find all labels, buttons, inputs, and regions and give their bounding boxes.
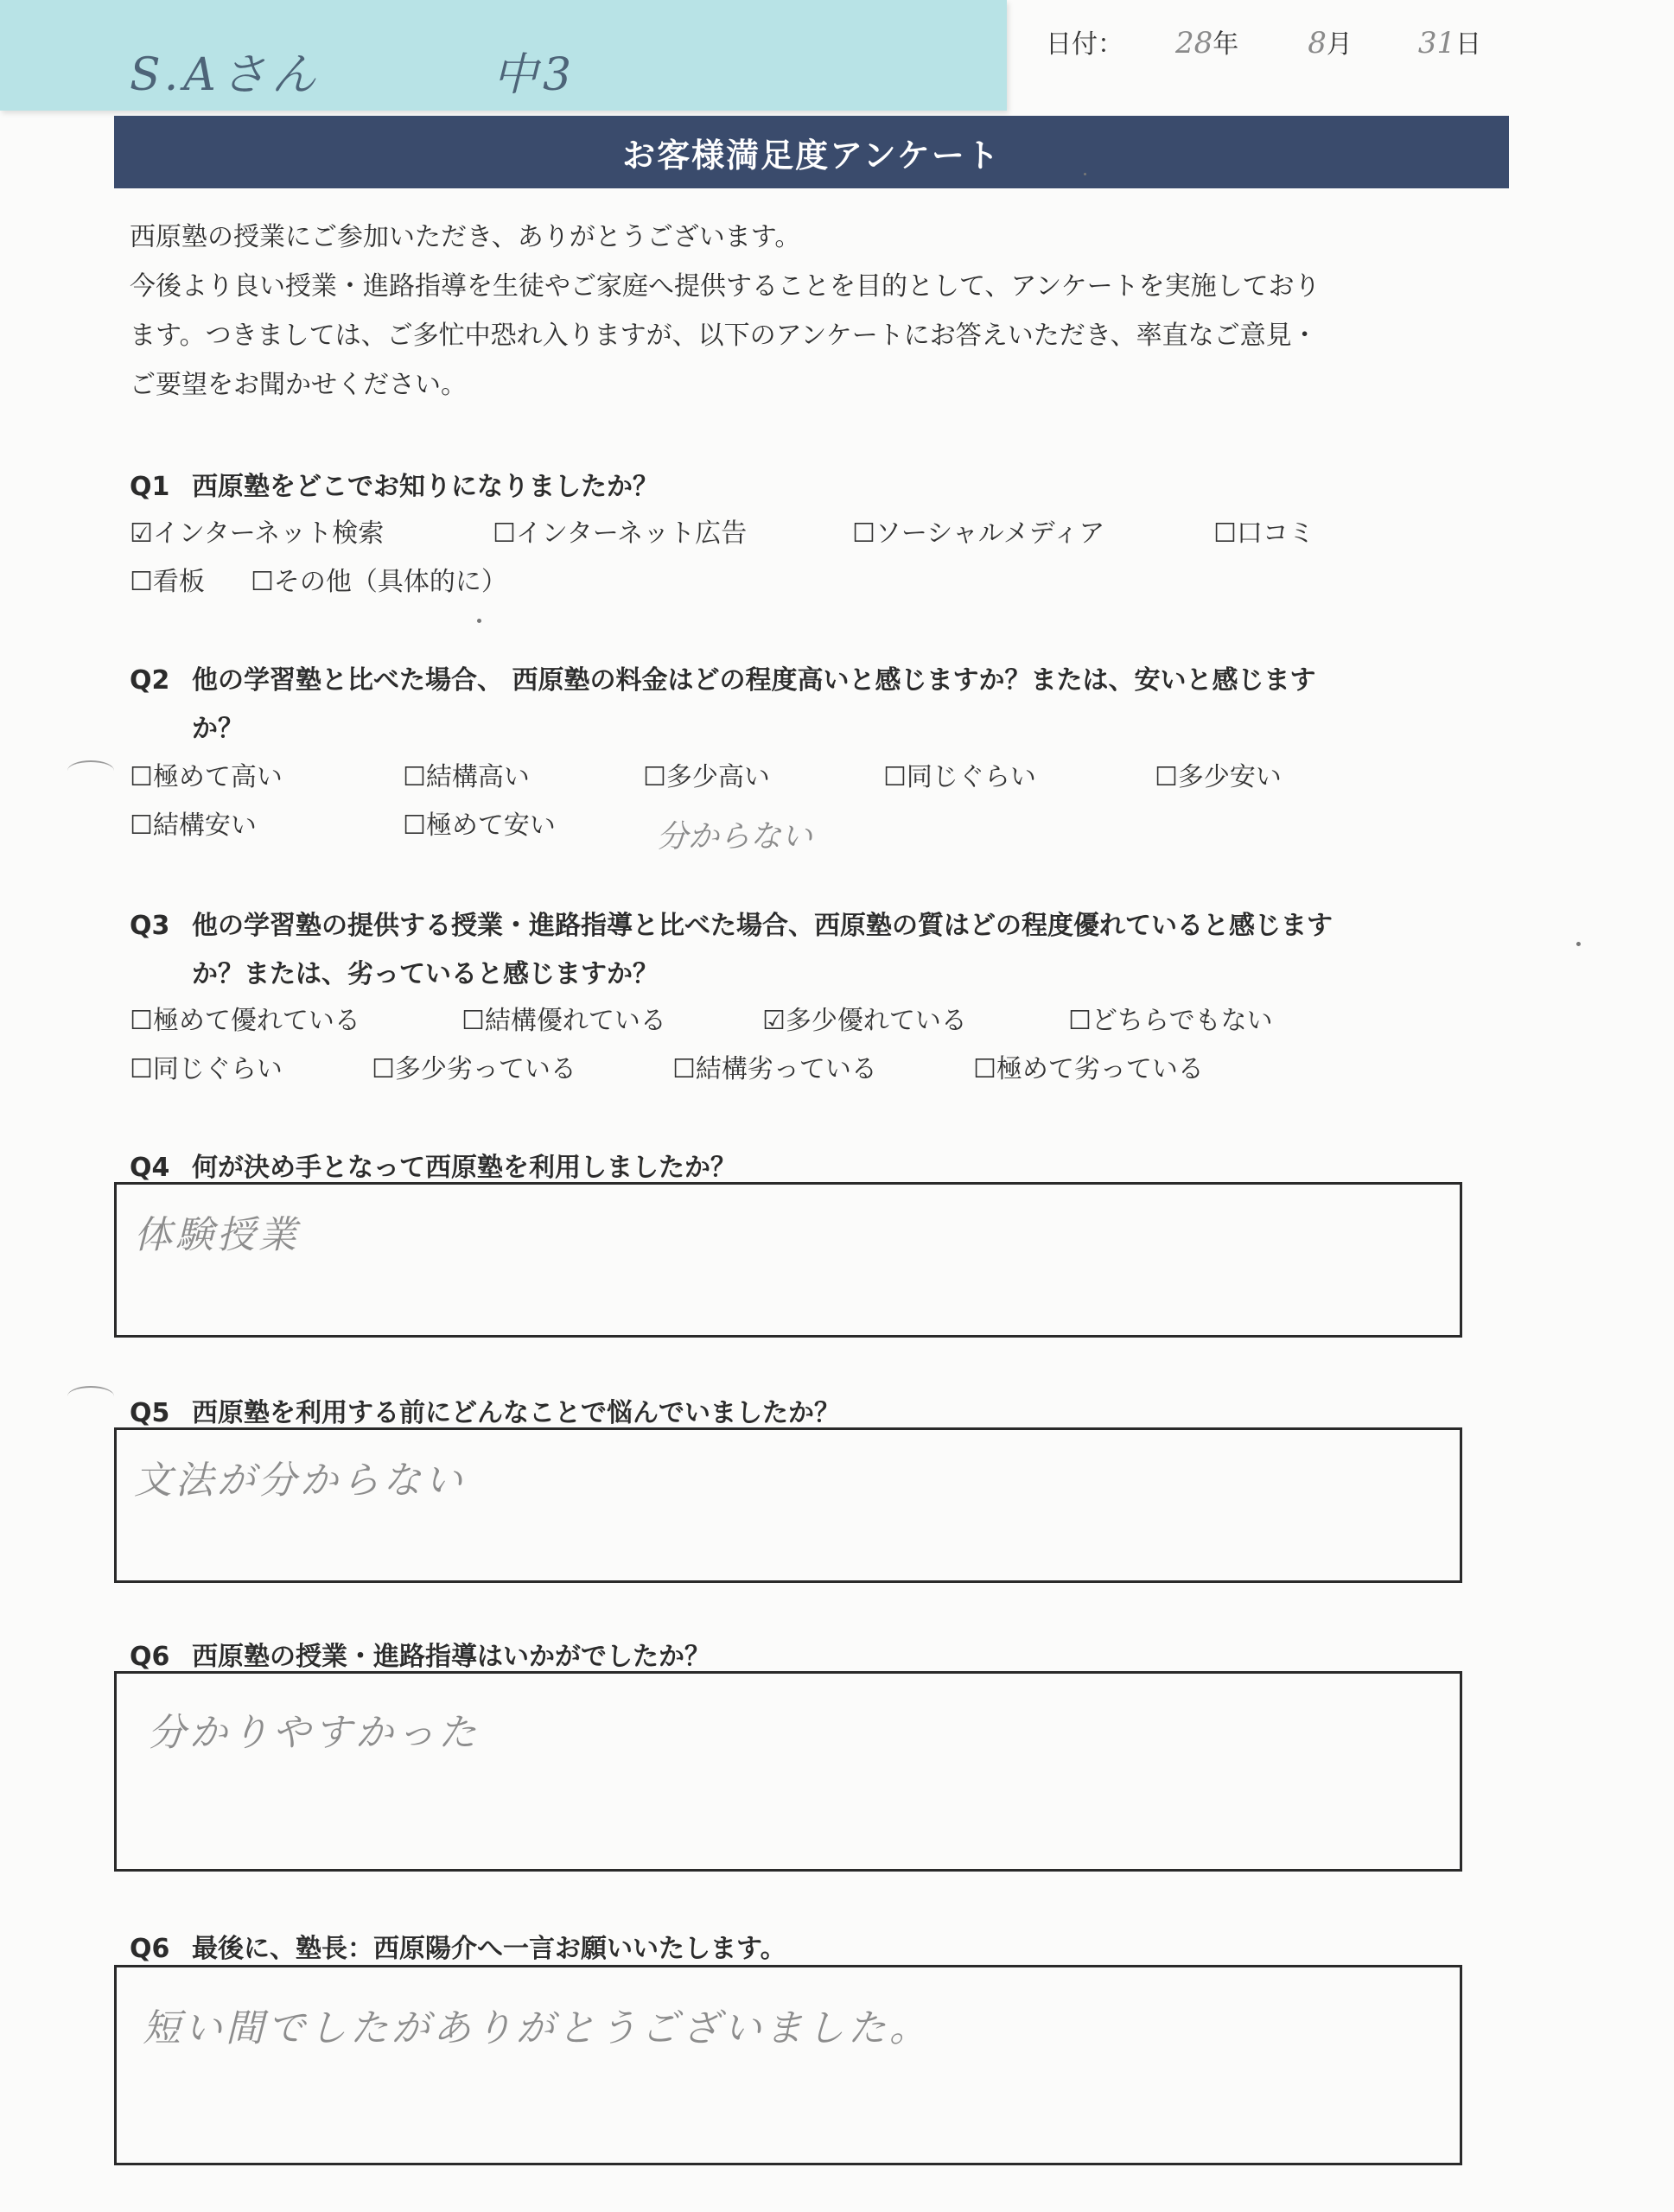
date-month-unit: 月	[1326, 29, 1353, 60]
q3-option[interactable]: ☐どちらでもない	[1068, 1006, 1273, 1036]
q1-option[interactable]: ☐インターネット広告	[493, 518, 748, 549]
q6a-answer: 分かりやすかった	[148, 1711, 480, 1755]
q6b-number: Q6	[130, 1934, 170, 1964]
q4-answer: 体験授業	[134, 1213, 300, 1257]
q3-option[interactable]: ☐多少劣っている	[372, 1054, 576, 1084]
date-day: 31	[1417, 26, 1456, 60]
q3-option[interactable]: ☐同じぐらい	[130, 1054, 283, 1084]
pencil-mark	[67, 760, 114, 781]
q4-heading	[130, 1146, 736, 1184]
date-year: 28	[1175, 26, 1213, 60]
q2-option[interactable]: ☐同じぐらい	[883, 762, 1036, 792]
q3-text: 他の学習塾の提供する授業・進路指導と比べた場合、西原塾の質はどの程度優れていると感じます	[192, 911, 1333, 941]
q6b-heading	[130, 1927, 786, 1965]
date-row	[1046, 22, 1530, 66]
q2-option[interactable]: ☐結構安い	[130, 810, 257, 841]
q4-text: 何が決め手となって西原塾を利用しましたか？	[192, 1153, 736, 1183]
q1-option[interactable]: ☐口コミ	[1213, 518, 1314, 549]
intro-line: ます。つきましては、ご多忙中恐れ入りますが、以下のアンケートにお答えいただき、率直なご意見・	[130, 321, 1318, 351]
q2-option[interactable]: ☐多少安い	[1155, 762, 1282, 792]
q3-option[interactable]: ☑多少優れている	[762, 1006, 967, 1036]
date-year-unit: 年	[1213, 29, 1239, 60]
q5-answer-box[interactable]	[114, 1427, 1462, 1583]
q6a-heading	[130, 1635, 710, 1673]
q2-option[interactable]: ☐結構高い	[403, 762, 530, 792]
date-label: 日付：	[1046, 29, 1123, 60]
q6b-answer-box[interactable]	[114, 1965, 1462, 2165]
q2-handwritten-answer: 分からない	[657, 819, 813, 855]
sticky-note	[0, 0, 1007, 111]
ink-speck	[1576, 942, 1581, 946]
q3-option[interactable]: ☐結構優れている	[461, 1006, 666, 1036]
date-day-unit: 日	[1455, 29, 1482, 60]
q3-option[interactable]: ☐極めて劣っている	[973, 1054, 1204, 1084]
q5-heading	[130, 1391, 840, 1429]
q3-option[interactable]: ☐極めて優れている	[130, 1006, 360, 1036]
q4-answer-box[interactable]	[114, 1182, 1462, 1338]
date-month: 8	[1308, 26, 1327, 60]
q6a-number: Q6	[130, 1642, 170, 1672]
q6b-answer: 短い間でしたがありがとうございました。	[143, 2006, 931, 2050]
intro-line: 西原塾の授業にご参加いただき、ありがとうございます。	[130, 222, 801, 252]
q1-heading	[130, 465, 659, 503]
q6a-answer-box[interactable]	[114, 1671, 1462, 1872]
intro-text	[130, 213, 1512, 410]
q6a-text: 西原塾の授業・進路指導はいかがでしたか？	[192, 1642, 710, 1672]
q1-option[interactable]: ☐ソーシャルメディア	[852, 518, 1105, 549]
q1-option[interactable]: ☐その他（具体的に）	[251, 567, 507, 597]
pencil-mark	[67, 1386, 114, 1407]
q5-text: 西原塾を利用する前にどんなことで悩んでいましたか？	[192, 1398, 840, 1428]
q3-text-cont: か？または、劣っていると感じますか？	[192, 959, 659, 989]
q2-option[interactable]: ☐極めて安い	[403, 810, 556, 841]
q3-heading	[130, 904, 1333, 942]
q3-option[interactable]: ☐結構劣っている	[672, 1054, 877, 1084]
q4-number: Q4	[130, 1153, 170, 1183]
q2-heading	[130, 658, 1315, 696]
survey-title: お客様満足度アンケート	[114, 116, 1509, 188]
intro-line: 今後より良い授業・進路指導を生徒やご家庭へ提供することを目的として、アンケートを実施しており	[130, 271, 1321, 302]
q1-option[interactable]: ☑インターネット検索	[130, 518, 385, 549]
q2-option[interactable]: ☐極めて高い	[130, 762, 283, 792]
ink-speck	[477, 619, 481, 623]
intro-line: ご要望をお聞かせください。	[130, 370, 467, 400]
q2-option[interactable]: ☐多少高い	[643, 762, 770, 792]
q5-answer: 文法が分からない	[134, 1459, 466, 1503]
q1-number: Q1	[130, 472, 170, 502]
q1-option[interactable]: ☐看板	[130, 567, 205, 597]
sticky-grade: 中3	[493, 49, 577, 101]
q1-text: 西原塾をどこでお知りになりましたか？	[192, 472, 659, 502]
q2-text: 他の学習塾と比べた場合、 西原塾の料金はどの程度高いと感じますか？または、安いと感じます	[192, 665, 1316, 696]
q5-number: Q5	[130, 1398, 170, 1428]
q3-number: Q3	[130, 911, 170, 941]
q2-text-cont: か？	[192, 714, 244, 744]
sticky-name: S.Aさん	[130, 49, 321, 101]
q6b-text: 最後に、塾長：西原陽介へ一言お願いいたします。	[192, 1934, 786, 1964]
ink-speck	[1084, 173, 1086, 175]
q2-number: Q2	[130, 665, 170, 696]
